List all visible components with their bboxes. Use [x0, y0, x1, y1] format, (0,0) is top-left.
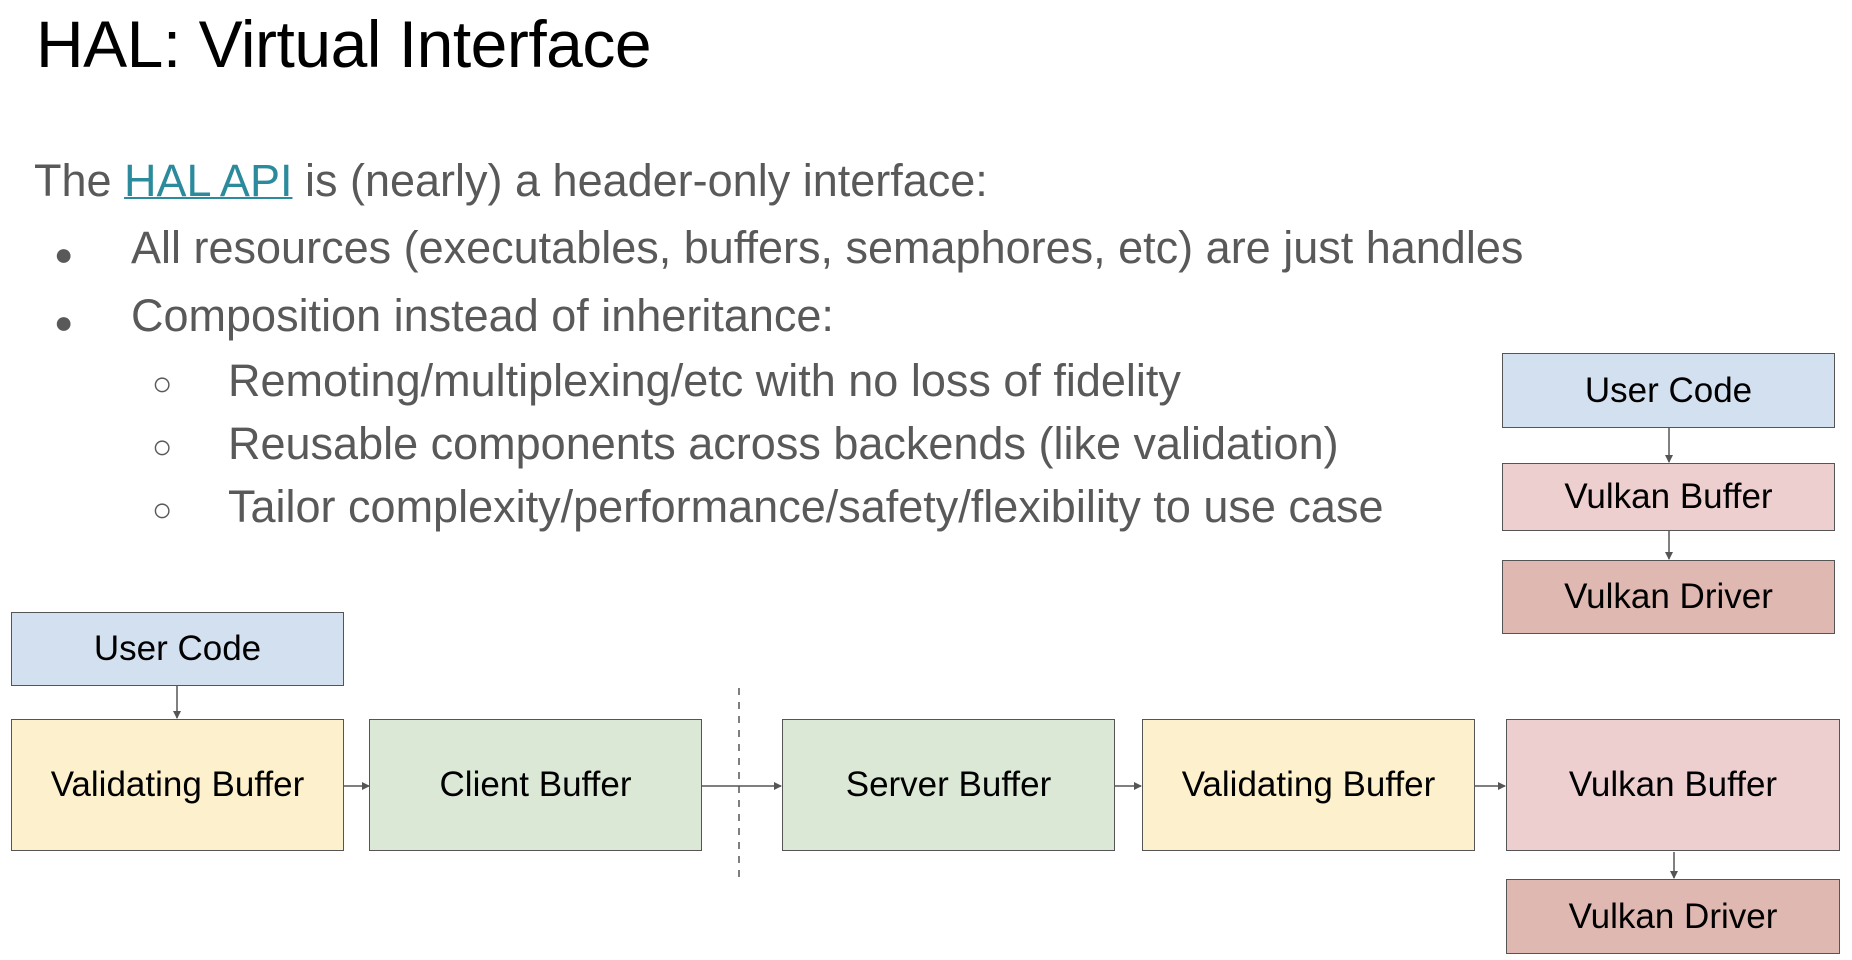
bullet-icon: ● — [54, 304, 74, 340]
subbullet-item: Tailor complexity/performance/safety/flexibility to use case — [228, 481, 1384, 532]
bullet-item: All resources (executables, buffers, semaphores, etc) are just handles — [131, 222, 1524, 273]
bullet-icon: ● — [54, 236, 74, 272]
hal-api-link[interactable]: HAL API — [124, 155, 293, 206]
intro-suffix: is (nearly) a header-only interface: — [292, 155, 988, 206]
server-buffer-box: Server Buffer — [782, 719, 1115, 851]
subbullet-icon: ○ — [152, 365, 173, 403]
slide-title: HAL: Virtual Interface — [36, 7, 652, 81]
subbullet-item: Remoting/multiplexing/etc with no loss of fidelity — [228, 355, 1181, 406]
bullet-item: Composition instead of inheritance: — [131, 290, 834, 341]
subbullet-icon: ○ — [152, 491, 173, 529]
intro-prefix: The — [34, 155, 125, 206]
user-code-box: User Code — [11, 612, 344, 686]
validating-buffer-left-box: Validating Buffer — [11, 719, 344, 851]
subbullet-icon: ○ — [152, 428, 173, 466]
small-vulkan-buffer-box: Vulkan Buffer — [1502, 463, 1835, 531]
validating-buffer-right-box: Validating Buffer — [1142, 719, 1475, 851]
subbullet-item: Reusable components across backends (like validation) — [228, 418, 1339, 469]
vulkan-driver-box: Vulkan Driver — [1506, 879, 1840, 954]
vulkan-buffer-box: Vulkan Buffer — [1506, 719, 1840, 851]
small-user-code-box: User Code — [1502, 353, 1835, 428]
client-buffer-box: Client Buffer — [369, 719, 702, 851]
small-vulkan-driver-box: Vulkan Driver — [1502, 560, 1835, 634]
